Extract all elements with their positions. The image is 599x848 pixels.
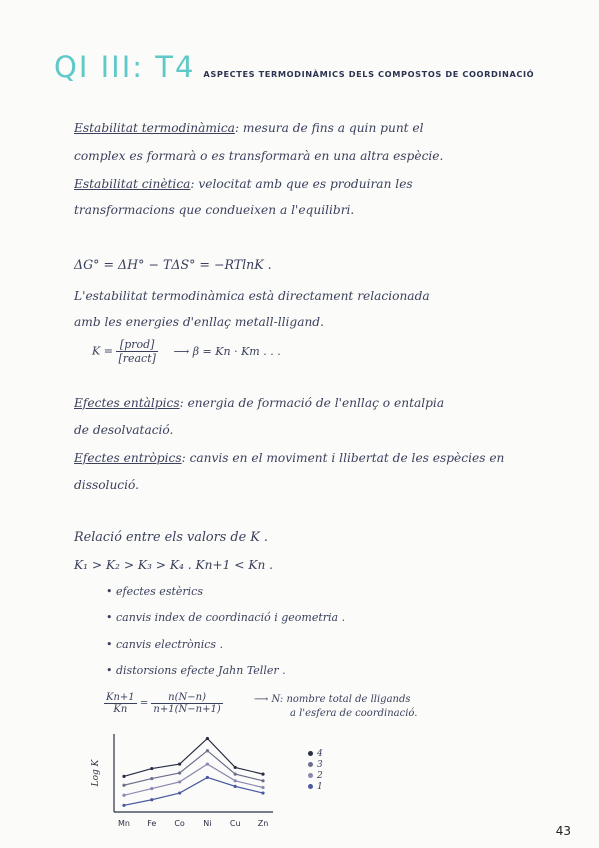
definition-line-1 <box>74 121 424 135</box>
k-denominator: [react] <box>118 352 156 365</box>
effects-text: : energia de formació de l'enllaç o entalpia <box>179 396 445 410</box>
x-tick-label: Ni <box>203 819 212 828</box>
definition-text: : velocitat amb que es produiran les <box>190 177 413 191</box>
bullet-item: • efectes estèrics <box>106 585 203 598</box>
x-tick-label: Cu <box>229 819 241 828</box>
definition-line-4: transformacions que condueixen a l'equilibri. <box>74 203 355 217</box>
definition-line-3 <box>74 177 413 191</box>
data-point <box>206 749 209 752</box>
legend-label: 3 <box>317 759 323 770</box>
series-line <box>124 751 263 786</box>
beta-expression: ⟶ β = Kn · Km . . . <box>173 344 281 358</box>
data-point <box>150 798 153 801</box>
data-point <box>122 794 125 797</box>
bullet-item: • canvis index de coordinació i geometria . <box>106 611 346 624</box>
k-equation <box>92 338 281 365</box>
data-point <box>206 776 209 779</box>
ratio-rhs <box>151 692 222 715</box>
x-tick-label: Mn <box>118 819 130 828</box>
legend-dot <box>308 773 313 778</box>
data-point <box>206 762 209 765</box>
data-point <box>122 784 125 787</box>
series-line <box>124 777 263 805</box>
n-note-line-2: a l'esfera de coordinació. <box>290 708 418 719</box>
data-point <box>178 780 181 783</box>
data-point <box>234 779 237 782</box>
thermo-line-1: L'estabilitat termodinàmica està directament relacionada <box>74 289 430 303</box>
term-entropic: Efectes entròpics <box>74 451 182 465</box>
data-point <box>206 737 209 740</box>
ratio-lhs-num: Kn+1 <box>106 692 135 703</box>
data-point <box>261 786 264 789</box>
data-point <box>261 791 264 794</box>
ratio-rhs-num: n(N−n) <box>151 692 222 704</box>
definition-line-2: complex es formarà o es transformarà en una altra espècie. <box>74 149 444 163</box>
series-line <box>124 738 263 776</box>
k-relation-heading: Relació entre els valors de K . <box>74 530 268 545</box>
data-point <box>178 762 181 765</box>
chart-legend <box>308 748 323 792</box>
term-enthalpic: Efectes entàlpics <box>74 396 180 410</box>
legend-item <box>308 770 323 781</box>
x-tick-label: Fe <box>147 819 157 828</box>
legend-dot <box>308 784 313 789</box>
definition-text: : mesura de fins a quin punt el <box>234 121 424 135</box>
legend-label: 2 <box>317 770 323 781</box>
data-point <box>261 779 264 782</box>
data-point <box>234 766 237 769</box>
data-point <box>234 773 237 776</box>
logk-chart <box>88 728 288 832</box>
term-kinetic-stability: Estabilitat cinètica <box>74 177 191 191</box>
term-thermo-stability: Estabilitat termodinàmica <box>74 121 235 135</box>
x-tick-label: Co <box>174 819 185 828</box>
effects-line-1 <box>74 396 444 410</box>
data-point <box>234 785 237 788</box>
x-tick-label: Zn <box>257 819 269 828</box>
effects-line-2: de desolvatació. <box>74 423 174 437</box>
legend-label: 1 <box>317 781 323 792</box>
data-point <box>261 773 264 776</box>
data-point <box>122 804 125 807</box>
k-order: K₁ > K₂ > K₃ > K₄ . Kn+1 < Kn . <box>74 558 274 572</box>
ratio-rhs-den: n+1(N−n+1) <box>153 704 221 715</box>
gibbs-equation: ΔG° = ΔH° − TΔS° = −RTlnK . <box>74 257 272 272</box>
legend-label: 4 <box>317 748 323 759</box>
data-point <box>150 787 153 790</box>
k-numerator: [prod] <box>116 338 158 352</box>
thermo-line-2: amb les energies d'enllaç metall-lligand. <box>74 315 324 329</box>
k-ratio-equation: $\frac{Kn+1}{Kn}$ = $\frac{n(N-n)}{n+1(N-n+1)}$ <box>106 692 221 715</box>
bullet-item: • canvis electrònics . <box>106 638 224 651</box>
data-point <box>178 771 181 774</box>
data-point <box>178 791 181 794</box>
page-header <box>54 50 534 84</box>
y-axis-label: Log K <box>91 759 101 787</box>
effects-line-4: dissolució. <box>74 478 140 492</box>
legend-item <box>308 748 323 759</box>
legend-dot <box>308 762 313 767</box>
effects-text: : canvis en el moviment i llibertat de les espècies en <box>181 451 505 465</box>
ratio-lhs-den: Kn <box>113 704 128 715</box>
page-number: 43 <box>555 824 571 838</box>
n-note-line-1: ⟶ N: nombre total de lligands <box>254 694 411 705</box>
legend-dot <box>308 751 313 756</box>
k-lhs: K = <box>92 344 113 358</box>
data-point <box>150 777 153 780</box>
legend-item <box>308 781 323 792</box>
data-point <box>150 767 153 770</box>
page-title: QI III: T4 <box>54 50 196 84</box>
ratio-lhs <box>104 692 137 715</box>
data-point <box>122 775 125 778</box>
k-fraction <box>116 338 158 365</box>
bullet-item: • distorsions efecte Jahn Teller . <box>106 664 286 677</box>
effects-line-3 <box>74 451 504 465</box>
page-subtitle: ASPECTES TERMODINÀMICS DELS COMPOSTOS DE COORDINACIÓ <box>203 69 535 79</box>
legend-item <box>308 759 323 770</box>
